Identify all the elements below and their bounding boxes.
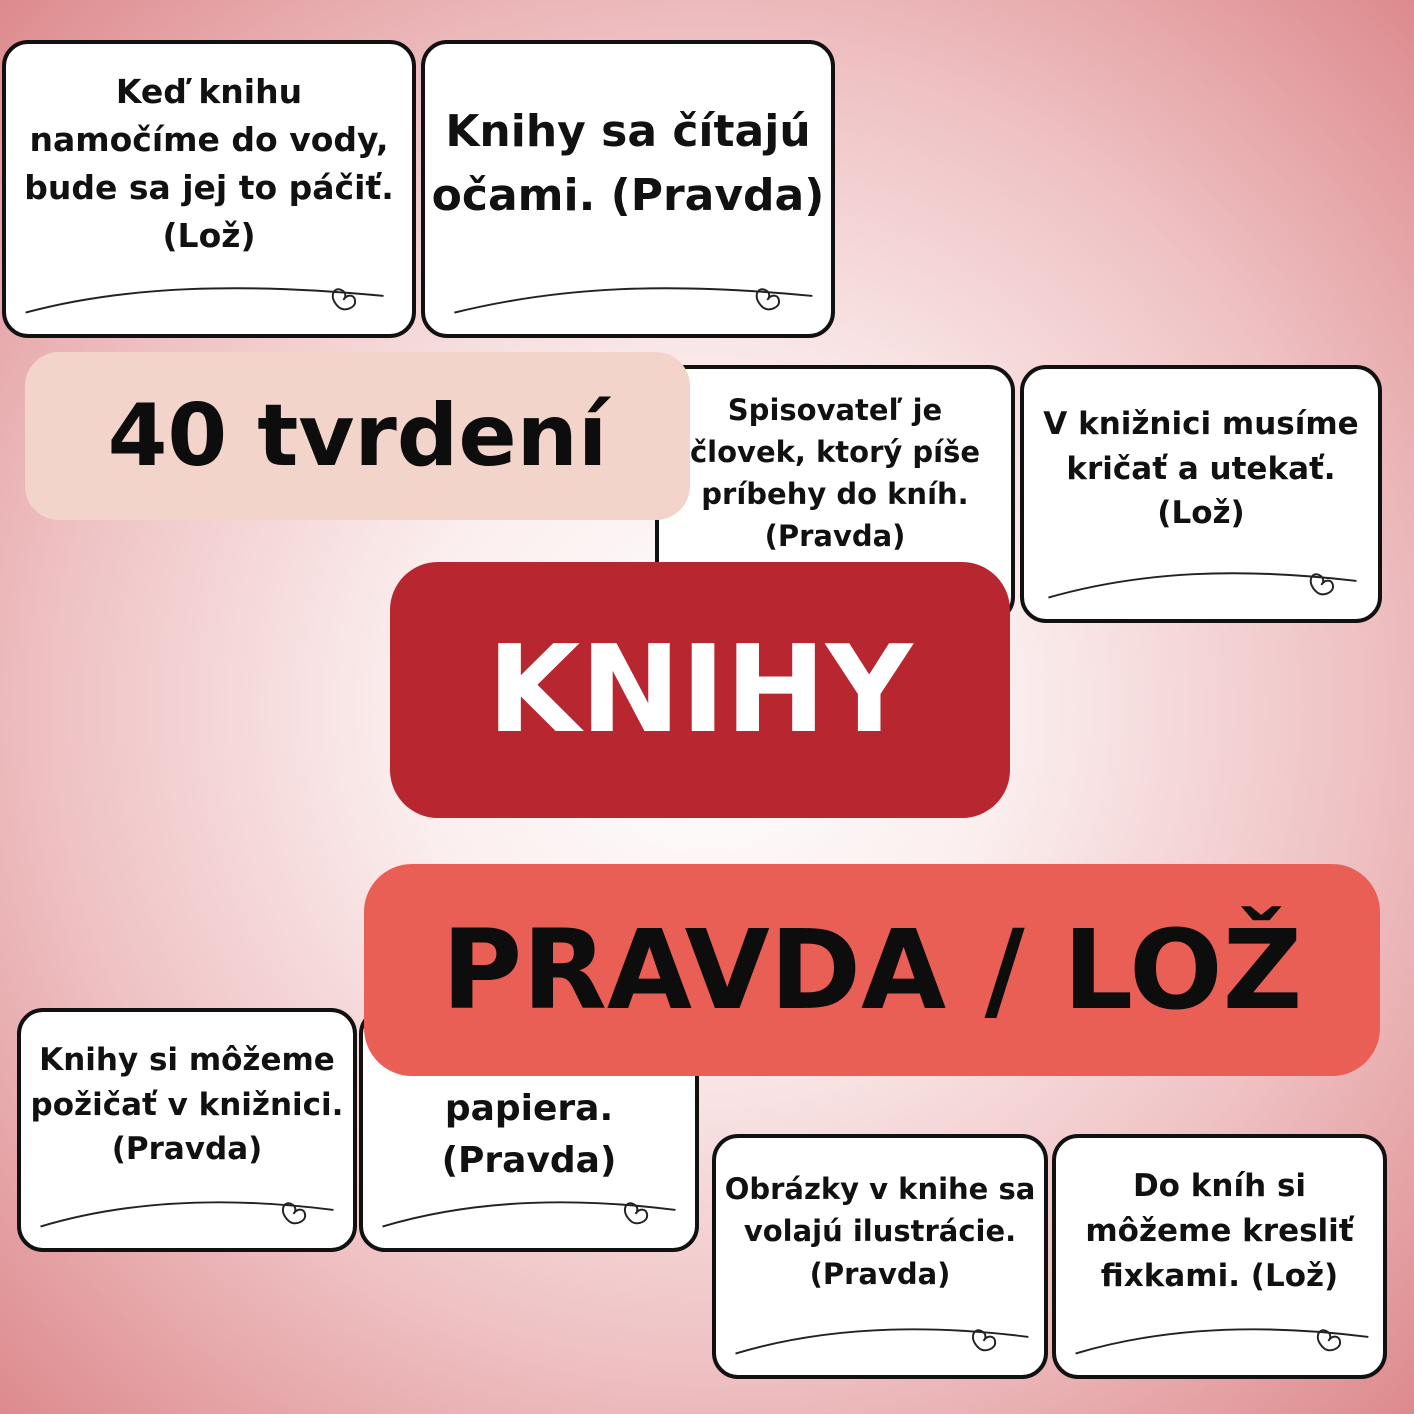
statement-text: Spisovateľ je človek, ktorý píše príbehy do kníh. (Pravda) xyxy=(689,393,981,554)
statement-text: V knižnici musíme kričať a utekať. (Lož) xyxy=(1043,405,1359,532)
subtitle-banner xyxy=(364,864,1380,1076)
heart-swirl-icon xyxy=(425,258,831,328)
heart-swirl-icon xyxy=(1056,1299,1383,1369)
heart-swirl-icon xyxy=(6,258,412,328)
statement-count-banner xyxy=(25,352,690,520)
statement-card xyxy=(17,1008,357,1252)
heart-swirl-icon xyxy=(363,1172,695,1242)
title-banner xyxy=(390,562,1010,818)
statement-card xyxy=(421,40,835,338)
statement-text: papiera. (Pravda) xyxy=(441,1087,617,1181)
heart-swirl-icon xyxy=(21,1172,353,1242)
statement-text: Keď knihu namočíme do vody, bude sa jej to páčiť. (Lož) xyxy=(24,72,394,255)
statement-card xyxy=(1052,1134,1387,1379)
statement-card xyxy=(1020,365,1382,623)
heart-swirl-icon xyxy=(716,1299,1044,1369)
statement-text: Obrázky v knihe sa volajú ilustrácie. (Pravda) xyxy=(724,1172,1036,1291)
heart-swirl-icon xyxy=(1024,543,1378,613)
statement-count-text: 40 tvrdení xyxy=(107,386,608,486)
statement-card xyxy=(2,40,416,338)
statement-text: Knihy si môžeme požičať v knižnici. (Pravda) xyxy=(30,1041,344,1168)
subtitle-text: PRAVDA / LOŽ xyxy=(441,906,1303,1034)
statement-text: Knihy sa čítajú očami. (Pravda) xyxy=(431,106,825,221)
statement-text: Do kníh si môžeme kresliť fixkami. (Lož) xyxy=(1085,1168,1354,1294)
statement-card xyxy=(712,1134,1048,1379)
title-text: KNIHY xyxy=(487,620,913,760)
